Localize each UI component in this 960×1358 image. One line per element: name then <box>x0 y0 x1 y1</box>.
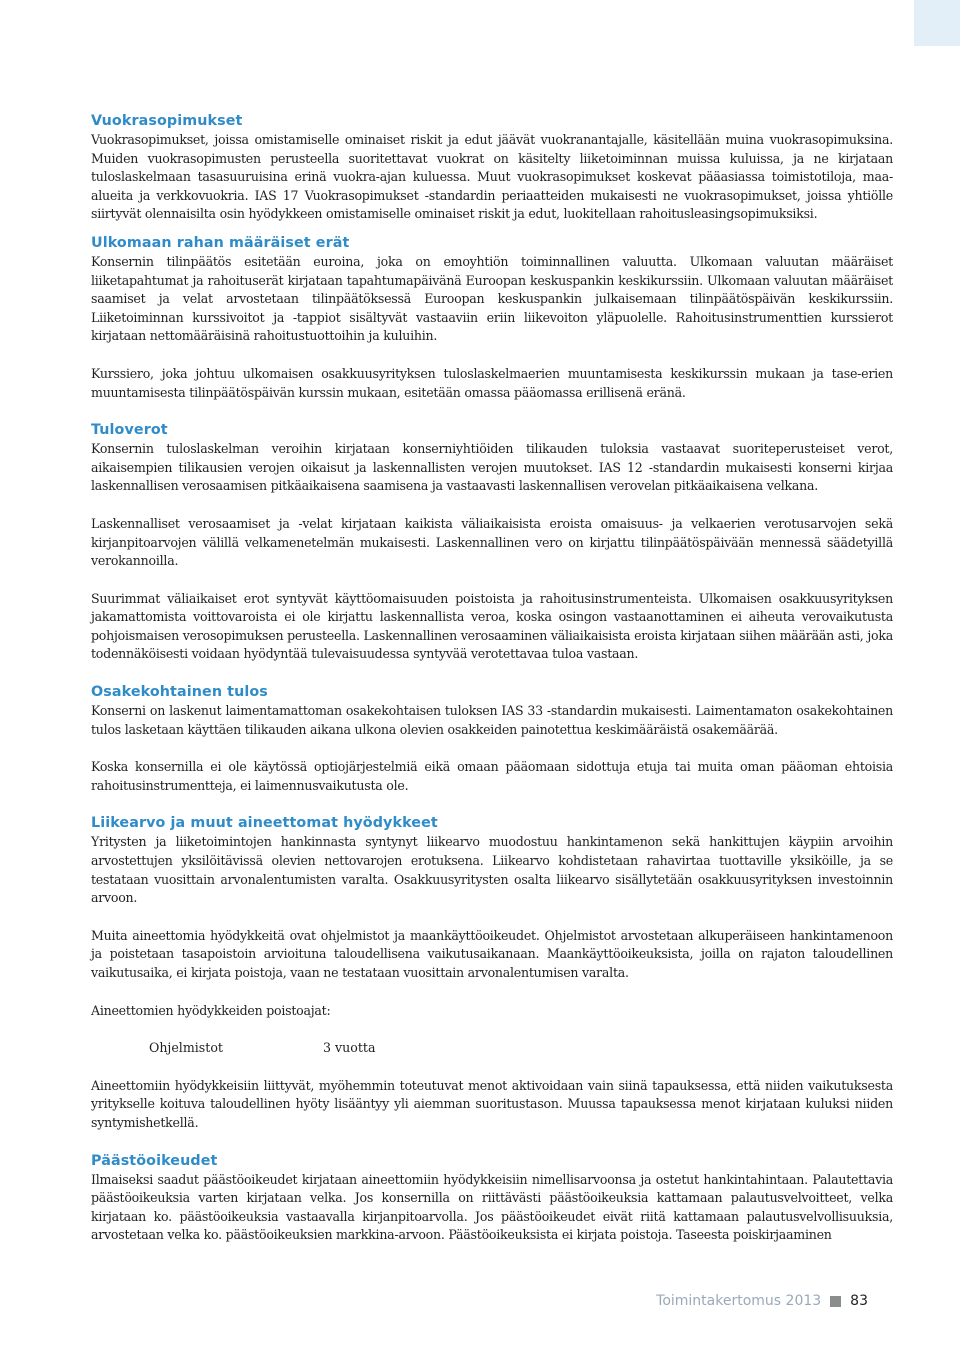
heading-tuloverot: Tuloverot <box>91 422 168 439</box>
page-number: 83 <box>850 1293 868 1309</box>
paragraph: Laskennalliset verosaamiset ja -velat kirjataan kaikista väliaikaisista eroista omaisuus- ja velkaerien verotusarvojen sekä kirjanpitoarvojen välillä velkamenetelmän mukaisesti. Laskennallinen vero on kirjattu tilinpäätöspäivään mennessä säädetyillä verokannoilla. <box>91 515 893 569</box>
page-footer <box>656 1293 868 1309</box>
heading-liikearvo: Liikearvo ja muut aineettomat hyödykkeet <box>91 815 438 832</box>
paragraph: Aineettomiin hyödykkeisiin liittyvät, myöhemmin toteutuvat menot aktivoidaan vain siinä tapauksessa, että niiden vaikutuksesta yritykselle koituva taloudellinen hyöty lisääntyy yli aiemman suoritustason. Muussa tapauksessa menot kirjataan kuluksi niiden syntymishetkellä. <box>91 1077 893 1130</box>
paragraph: Suurimmat väliaikaiset erot syntyvät käyttöomaisuuden poistoista ja rahoitusinstrumenteista. Ulkomaisen osakkuusyrityksen jakamattomista voittovaroista ei ole kirjattu laskennallista veroa, koska osingon vastaanottaminen ei aiheuta verovaikutusta pohjoismaisen verosopimuksen perusteella. Laskennallinen verosaaminen väliaikaisista eroista kirjataan siihen määrään asti, joka todennäköisesti voidaan hyödyntää tulevaisuudessa syntyvää verotettavaa tuloa vastaan. <box>91 590 893 662</box>
paragraph: Koska konsernilla ei ole käytössä optiojärjestelmiä eikä omaan pääomaan sidottuja etuja tai muita oman pääoman ehtoisia rahoitusinstrumentteja, ei laimennusvaikutusta ole. <box>91 759 893 793</box>
page-content <box>91 112 893 1245</box>
paragraph: Vuokrasopimukset, joissa omistamiselle ominaiset riskit ja edut jäävät vuokranantajalle, käsitellään muina vuokrasopimuksina. Muiden vuokrasopimusten perusteella suoritettavat vuokrat on käsitelty liiketoiminnan muissa kuluissa, ja ne kirjataan tuloslaskelmaan tasasuuruisina erinä vuokra-ajan kuluessa. Muut vuokrasopimukset koskevat pääasiassa toimistotiloja, maa-alueita ja verkkovuokria. IAS 17 Vuokrasopimukset -standardin periaatteiden mukaisesti ne vuokrasopimukset, joissa yhtiölle siirtyvät olennaisilta osin hyödykkeen omistamiselle ominaiset riskit ja edut, luokitellaan rahoitusleasingsopimuksiksi. <box>91 132 893 222</box>
heading-paastooikeudet: Päästöoikeudet <box>91 1152 218 1169</box>
heading-vuokrasopimukset: Vuokrasopimukset <box>91 113 243 129</box>
amortization-period: 3 vuotta <box>323 1040 376 1056</box>
heading-osakekohtainen-tulos: Osakekohtainen tulos <box>91 684 268 701</box>
paragraph: Kurssiero, joka johtuu ulkomaisen osakkuusyrityksen tuloslaskelmaerien muuntamisesta keskikurssin mukaan ja tase-erien muuntamisesta tilinpäätöspäivän kurssin mukaan, esitetään omassa pääomassa erillisenä eränä. <box>91 365 893 400</box>
paragraph: Konsernin tuloslaskelman veroihin kirjataan konserniyhtiöiden tilikauden tuloksia vastaavat suoriteperusteiset verot, aikaisempien tilikausien verojen oikaisut ja laskennallisten verojen muutokset. IAS 12 -standardin mukaisesti konserni kirjaa laskennallisen verosaamisen pitkäaikaisena saamisena ja vastaavasti laskennallisen verovelan pitkäaikaisena velkana. <box>91 441 893 494</box>
footer-title: Toimintakertomus 2013 <box>656 1293 822 1309</box>
paragraph: Konsernin tilinpäätös esitetään euroina, joka on emoyhtiön toiminnallinen valuutta. Ulkomaan valuutan määräiset liiketapahtumat ja rahoituserät kirjataan tapahtumapäivänä Euroopan keskuspankin keskikurssiin. Ulkomaan valuutan määräiset saamiset ja velat arvostetaan tilinpäätöksessä Euroopan keskuspankin julkaisemaan tilinpäätöspäivän keskikurssiin. Liiketoiminnan kurssivoitot ja -tappiot sisältyvät vastaaviin eriin liikevoiton yläpuolelle. Rahoitusinstrumenttien kurssierot kirjataan nettomääräisinä rahoitustuottoihin ja kuluihin. <box>91 253 893 344</box>
square-icon <box>830 1296 841 1307</box>
paragraph: Aineettomien hyödykkeiden poistoajat: <box>91 1002 331 1018</box>
paragraph: Yritysten ja liiketoimintojen hankinnasta syntynyt liikearvo muodostuu hankintamenon sekä hankittujen käypiin arvoihin arvostettujen yksilöitävissä olevien nettovarojen erotuksena. Liikearvo kohdistetaan rahavirtaa tuottaville yksiköille, ja se testataan vuosittain arvonalentumisten varalta. Osakkuusyritysten osalta liikearvo sisällytetään osakkuusyrityksen investoinnin arvoon. <box>91 834 893 906</box>
paragraph: Ilmaiseksi saadut päästöoikeudet kirjataan aineettomiin hyödykkeisiin nimellisarvoonsa ja ostetut hankintahintaan. Palautettavia päästöoikeuksia varten kirjataan velka. Jos konsernilla on riittävästi päästöoikeuksia kattamaan palautusvelvoitteet, velka kirjataan ko. päästöoikeuksia vastaavalla kirjanpitoarvolla. Jos päästöoikeudet eivät riitä kattamaan palautusvelvollisuuksia, arvostetaan velka ko. päästöoikeuksien markkina-arvoon. Päästöoikeuksista ei kirjata poistoja. Taseesta poiskirjaaminen <box>91 1171 893 1243</box>
corner-tab-decoration <box>914 0 960 46</box>
amortization-item: Ohjelmistot <box>149 1040 223 1056</box>
paragraph: Konserni on laskenut laimentamattoman osakekohtaisen tuloksen IAS 33 -standardin mukaisesti. Laimentamaton osakekohtainen tulos lasketaan käyttäen tilikauden aikana ulkona olevien osakkeiden painotettua keskimääräistä osakemäärää. <box>91 703 893 737</box>
paragraph: Muita aineettomia hyödykkeitä ovat ohjelmistot ja maankäyttöoikeudet. Ohjelmistot arvostetaan alkuperäiseen hankintamenoon ja poistetaan tasapoistoin arvioituna taloudellisena vaikutusaikanaan. Maankäyttöoikeuksista, joilla on rajaton taloudellinen vaikutusaika, ei kirjata poistoja, vaan ne testataan vuosittain arvonalentumisen varalta. <box>91 927 893 980</box>
amortization-row <box>149 1039 893 1058</box>
heading-ulkomaan-rahan: Ulkomaan rahan määräiset erät <box>91 234 350 251</box>
